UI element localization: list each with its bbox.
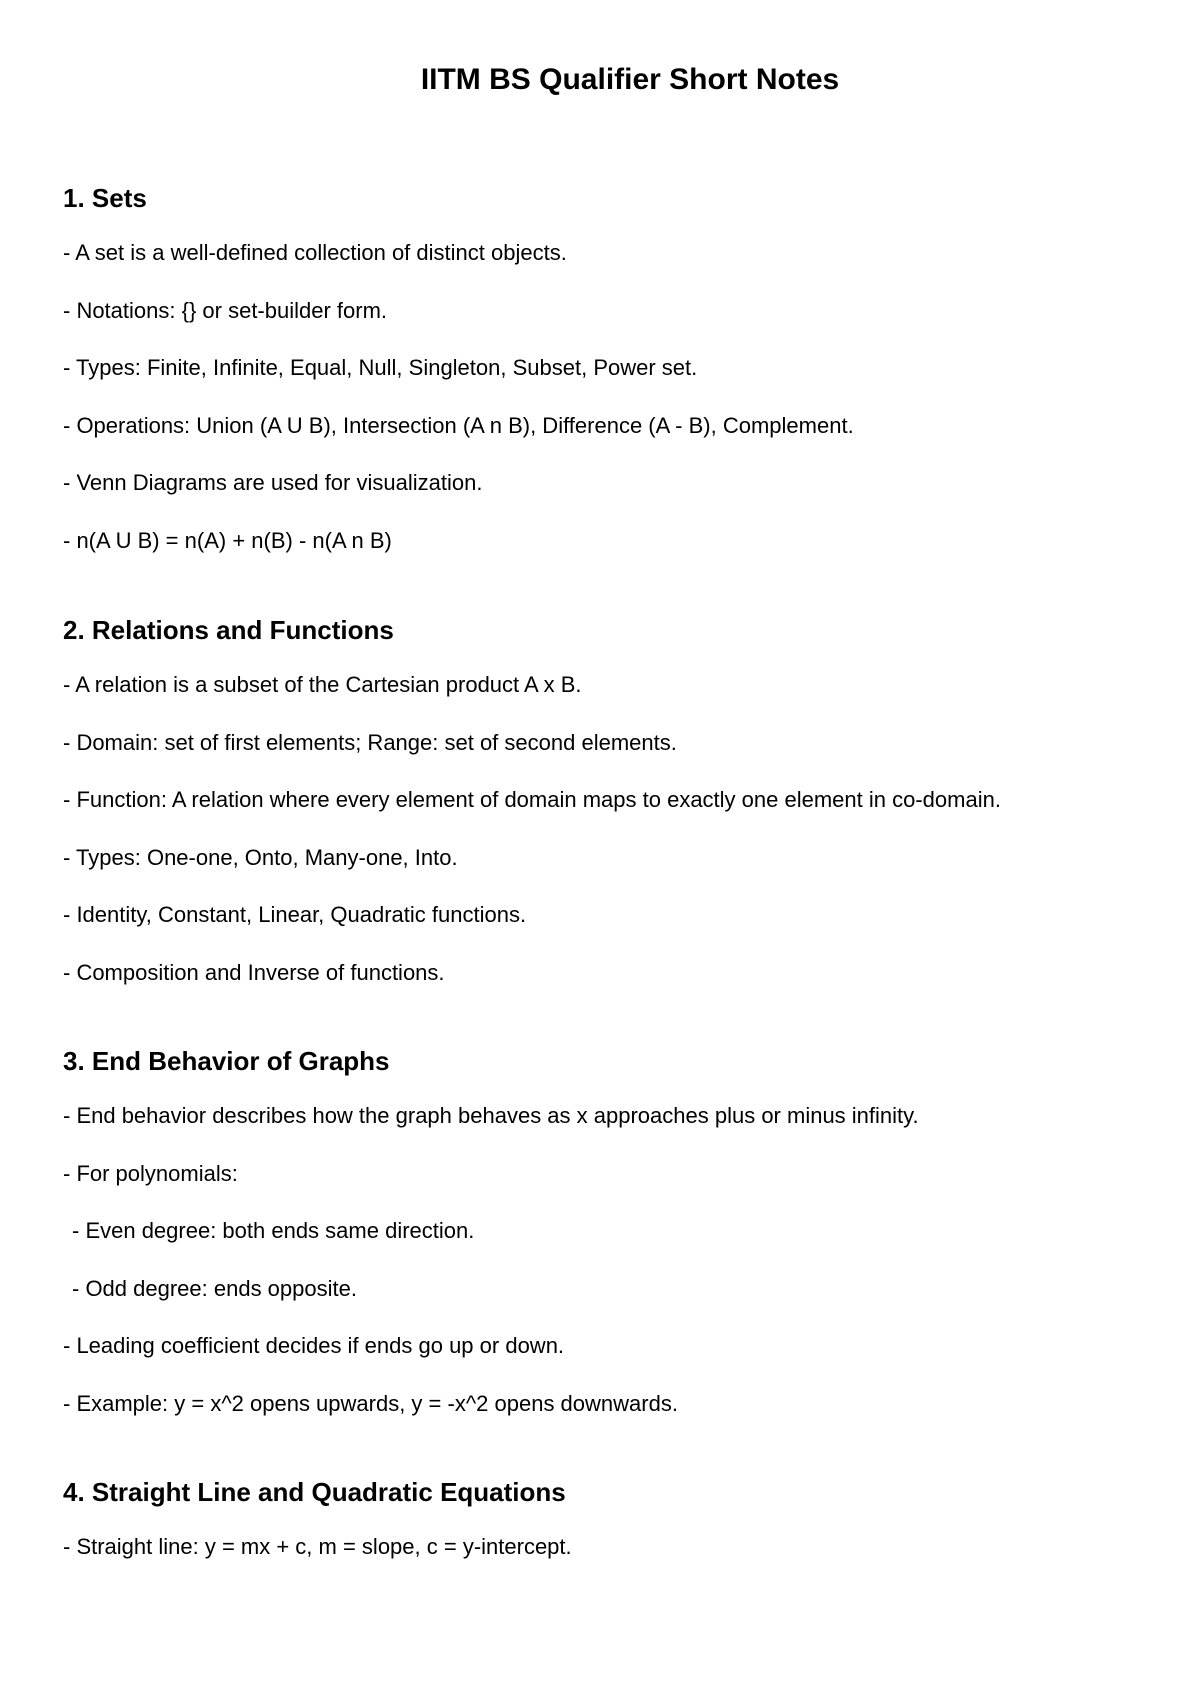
section-relations-functions <box>63 614 1163 987</box>
list-item: - Types: One-one, Onto, Many-one, Into. <box>63 844 458 870</box>
section-end-behavior <box>63 1045 1163 1418</box>
list-item: - A set is a well-defined collection of distinct objects. <box>63 240 567 265</box>
document-title: IITM BS Qualifier Short Notes <box>420 63 840 96</box>
list-item: - Identity, Constant, Linear, Quadratic functions. <box>63 902 527 927</box>
section-heading: 4. Straight Line and Quadratic Equations <box>63 1477 566 1507</box>
list-item: - Composition and Inverse of functions. <box>63 959 445 985</box>
section-sets <box>63 182 1163 555</box>
section-straight-line-quadratic <box>63 1476 1163 1561</box>
list-item-indented: - Odd degree: ends opposite. <box>72 1275 357 1301</box>
list-item: - A relation is a subset of the Cartesian product A x B. <box>63 672 582 697</box>
list-item: - Domain: set of first elements; Range: set of second elements. <box>63 729 677 755</box>
list-item: - Operations: Union (A U B), Intersection (A n B), Difference (A - B), Complement. <box>63 412 854 438</box>
list-item: - Leading coefficient decides if ends go up or down. <box>63 1333 565 1358</box>
list-item: - Function: A relation where every element of domain maps to exactly one element in co-domain. <box>63 787 1001 812</box>
section-items <box>63 1102 1163 1418</box>
list-item: - Venn Diagrams are used for visualization. <box>63 470 483 495</box>
list-item: - Straight line: y = mx + c, m = slope, c = y-intercept. <box>63 1534 572 1559</box>
list-item: - n(A U B) = n(A) + n(B) - n(A n B) <box>63 527 392 553</box>
list-item: - Example: y = x^2 opens upwards, y = -x^2 opens downwards. <box>63 1390 678 1416</box>
section-heading: 3. End Behavior of Graphs <box>63 1046 390 1076</box>
section-heading: 2. Relations and Functions <box>63 615 394 645</box>
section-items <box>63 671 1163 987</box>
list-item: - Types: Finite, Infinite, Equal, Null, Singleton, Subset, Power set. <box>63 355 698 380</box>
list-item: - Notations: {} or set-builder form. <box>63 297 388 323</box>
list-item: - For polynomials: <box>63 1160 238 1186</box>
section-heading: 1. Sets <box>63 183 147 213</box>
section-items <box>63 239 1163 555</box>
section-items <box>63 1533 1163 1561</box>
list-item: - End behavior describes how the graph behaves as x approaches plus or minus infinity. <box>63 1103 919 1128</box>
list-item-indented: - Even degree: both ends same direction. <box>72 1218 475 1243</box>
